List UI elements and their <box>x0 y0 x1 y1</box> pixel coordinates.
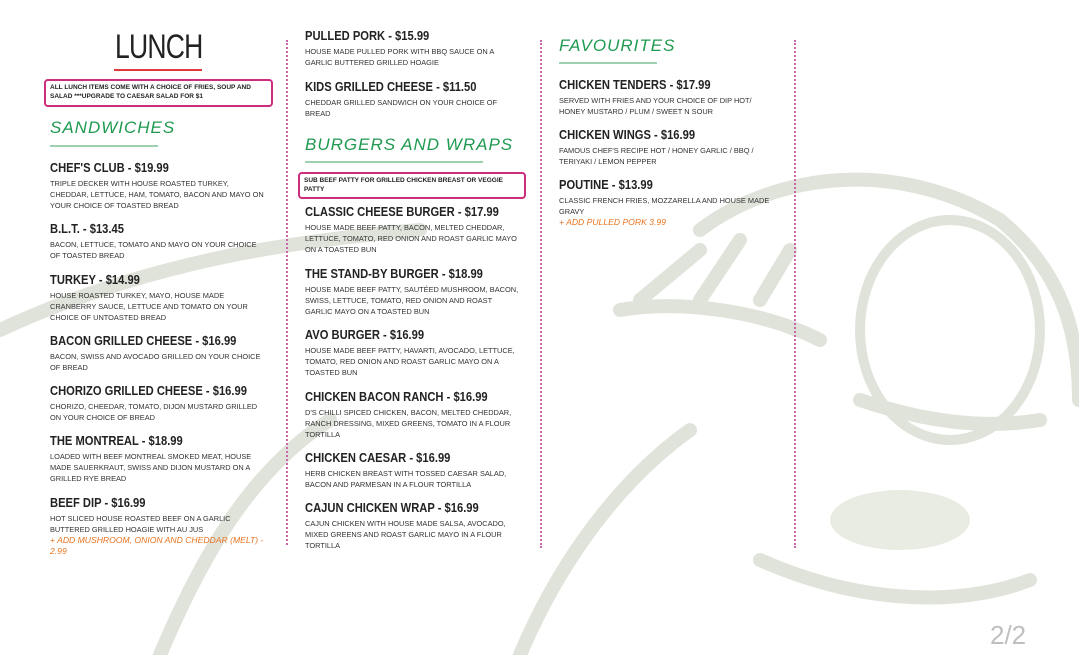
section-divider <box>559 62 657 64</box>
item-name: POUTINE - $13.99 <box>559 177 653 192</box>
menu-item <box>305 28 520 68</box>
item-name: PULLED PORK - $15.99 <box>305 28 430 43</box>
page-title: LUNCH <box>115 28 203 66</box>
item-name: TURKEY - $14.99 <box>50 272 140 287</box>
item-name: AVO BURGER - $16.99 <box>305 327 425 342</box>
item-description: CLASSIC FRENCH FRIES, MOZZARELLA AND HOUSE MADE GRAVY <box>559 196 770 216</box>
item-description: LOADED WITH BEEF MONTREAL SMOKED MEAT, HOUSE MADE SAUERKRAUT, SWISS AND DIJON MUSTARD ON A GRILLED RYE BREAD <box>50 452 252 483</box>
item-name: CHICKEN CAESAR - $16.99 <box>305 450 451 465</box>
column-divider <box>286 40 288 545</box>
menu-item <box>305 204 520 255</box>
menu-item <box>559 127 774 167</box>
menu-item <box>305 266 520 317</box>
item-description: FAMOUS CHEF'S RECIPE HOT / HONEY GARLIC / BBQ / TERIYAKI / LEMON PEPPER <box>559 146 754 166</box>
menu-item <box>305 450 520 490</box>
item-description: BACON, LETTUCE, TOMATO AND MAYO ON YOUR CHOICE OF TOASTED BREAD <box>50 240 257 260</box>
menu-item <box>50 221 265 261</box>
item-description: BACON, SWISS AND AVOCADO GRILLED ON YOUR CHOICE OF BREAD <box>50 352 261 372</box>
menu-item <box>559 77 774 117</box>
burger-note: SUB BEEF PATTY FOR GRILLED CHICKEN BREAST OR VEGGIE PATTY <box>298 172 526 199</box>
item-description: TRIPLE DECKER WITH HOUSE ROASTED TURKEY, CHEDDAR, LETTUCE, HAM, TOMATO, BACON AND MAYO ON YOUR CHOICE OF TOASTED BREAD <box>50 179 264 210</box>
item-name: CHICKEN WINGS - $16.99 <box>559 127 696 142</box>
item-description: D'S CHILLI SPICED CHICKEN, BACON, MELTED CHEDDAR, RANCH DRESSING, MIXED GREENS, TOMATO IN A FLOUR TORTILLA <box>305 408 512 439</box>
section-title-sandwiches: SANDWICHES <box>50 118 176 137</box>
item-name: B.L.T. - $13.45 <box>50 221 124 236</box>
item-name: BEEF DIP - $16.99 <box>50 495 146 510</box>
item-name: THE MONTREAL - $18.99 <box>50 433 183 448</box>
item-description: HOUSE ROASTED TURKEY, MAYO, HOUSE MADE CRANBERRY SAUCE, LETTUCE AND TOMATO ON YOUR CHOICE OF UNTOASTED BREAD <box>50 291 248 322</box>
menu-item <box>50 495 265 557</box>
section-title-burgers: BURGERS AND WRAPS <box>305 135 514 154</box>
item-name: CHORIZO GRILLED CHEESE - $16.99 <box>50 383 247 398</box>
menu-item <box>50 272 265 323</box>
item-description: HOUSE MADE BEEF PATTY, BACON, MELTED CHEDDAR, LETTUCE, TOMATO, RED ONION AND ROAST GARLIC MAYO ON A TOASTED BUN <box>305 223 517 254</box>
menu-item <box>305 79 520 119</box>
item-addon: + ADD PULLED PORK 3.99 <box>559 217 666 227</box>
item-description: HOUSE MADE BEEF PATTY, HAVARTI, AVOCADO, LETTUCE, TOMATO, RED ONION AND ROAST GARLIC MAYO ON A TOASTED BUN <box>305 346 515 377</box>
item-description: CHEDDAR GRILLED SANDWICH ON YOUR CHOICE OF BREAD <box>305 98 498 118</box>
menu-item <box>305 500 520 551</box>
section-divider <box>305 161 483 163</box>
item-name: CHEF'S CLUB - $19.99 <box>50 160 169 175</box>
item-description: HOUSE MADE PULLED PORK WITH BBQ SAUCE ON A GARLIC BUTTERED GRILLED HOAGIE <box>305 47 494 67</box>
item-addon: + ADD MUSHROOM, ONION AND CHEDDAR (MELT) - 2.99 <box>50 535 264 556</box>
item-description: HERB CHICKEN BREAST WITH TOSSED CAESAR SALAD, BACON AND PARMESAN IN A FLOUR TORTILLA <box>305 469 507 489</box>
menu-item <box>50 433 265 484</box>
item-name: CHICKEN BACON RANCH - $16.99 <box>305 389 488 404</box>
item-name: CLASSIC CHEESE BURGER - $17.99 <box>305 204 499 219</box>
section-divider <box>50 145 158 147</box>
column-divider <box>794 40 796 548</box>
lunch-note: ALL LUNCH ITEMS COME WITH A CHOICE OF FRIES, SOUP AND SALAD ***UPGRADE TO CAESAR SALAD FOR $1 <box>44 79 273 107</box>
item-description: SERVED WITH FRIES AND YOUR CHOICE OF DIP HOT/ HONEY MUSTARD / PLUM / SWEET N SOUR <box>559 96 752 116</box>
item-name: KIDS GRILLED CHEESE - $11.50 <box>305 79 477 94</box>
section-title-favourites: FAVOURITES <box>559 36 676 55</box>
item-name: THE STAND-BY BURGER - $18.99 <box>305 266 483 281</box>
menu-item <box>305 327 520 378</box>
item-name: CAJUN CHICKEN WRAP - $16.99 <box>305 500 479 515</box>
menu-item <box>559 177 774 228</box>
item-description: CHORIZO, CHEEDAR, TOMATO, DIJON MUSTARD GRILLED ON YOUR CHOICE OF BREAD <box>50 402 258 422</box>
item-name: BACON GRILLED CHEESE - $16.99 <box>50 333 237 348</box>
item-name: CHICKEN TENDERS - $17.99 <box>559 77 711 92</box>
item-description: HOUSE MADE BEEF PATTY, SAUTÉED MUSHROOM, BACON, SWISS, LETTUCE, TOMATO, RED ONION AND ROAST GARLIC MAYO ON A TOASTED BUN <box>305 285 519 316</box>
item-description: HOT SLICED HOUSE ROASTED BEEF ON A GARLIC BUTTERED GRILLED HOAGIE WITH AU JUS <box>50 514 231 534</box>
menu-item <box>50 333 265 373</box>
menu-item <box>50 383 265 423</box>
item-description: CAJUN CHICKEN WITH HOUSE MADE SALSA, AVOCADO, MIXED GREENS AND ROAST GARLIC MAYO IN A FLOUR TORTILLA <box>305 519 506 550</box>
menu-item <box>305 389 520 440</box>
page-number: 2/2 <box>990 620 1027 650</box>
column-divider <box>540 40 542 548</box>
menu-item <box>50 160 265 211</box>
title-underline <box>114 69 202 71</box>
